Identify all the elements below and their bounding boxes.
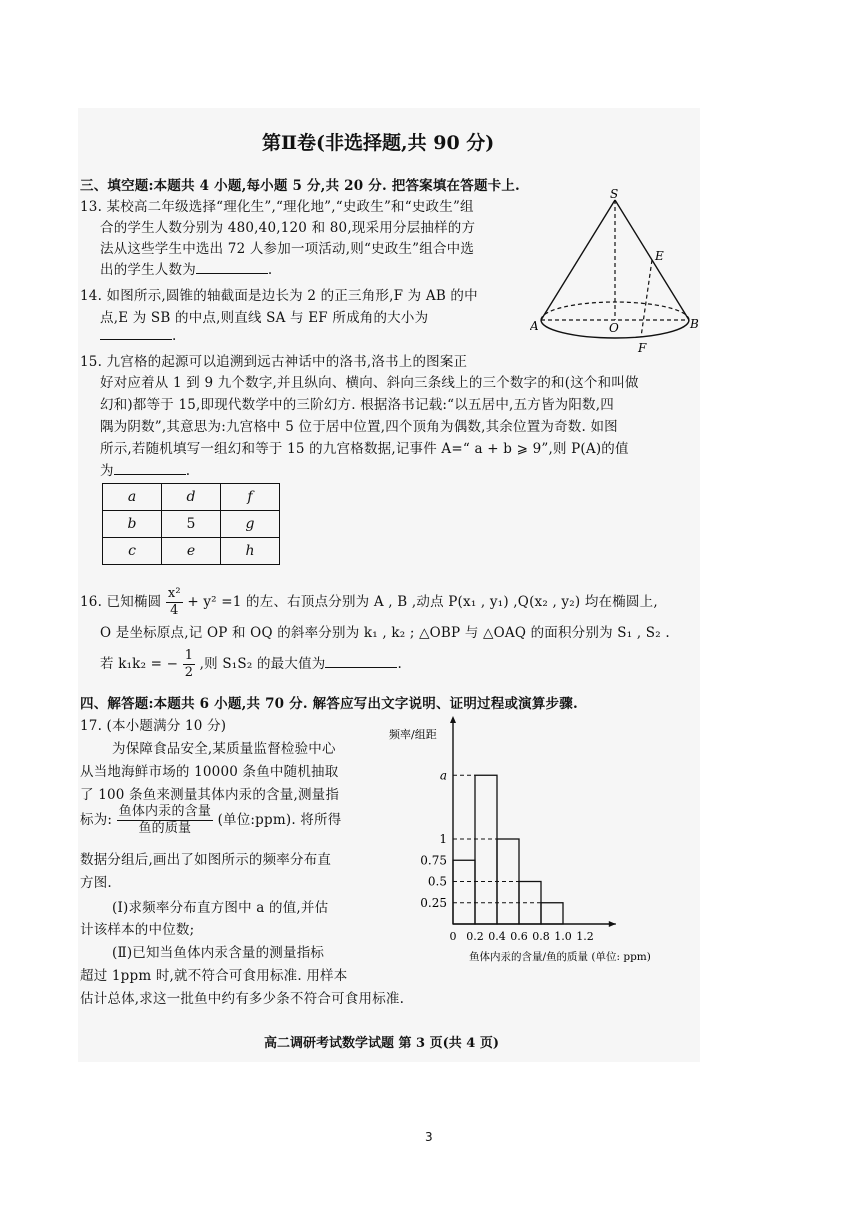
q13-line-2: 合的学生人数分别为 480,40,120 和 80,现采用分层抽样的方 [100,220,476,236]
y-tick-label: 0.5 [427,874,447,889]
answer-blank [114,462,186,475]
y-axis-label: 频率/组距 [389,728,437,741]
q17-line-4: 标为: $\frac{\text{鱼体内汞的含量}}{\text{鱼的质量}}$ (单位:ppm). 将所得 [80,804,342,836]
label-F: F [638,341,647,355]
fill-in-header: 三、填空题:本题共 4 小题,每小题 5 分,共 20 分. 把答案填在答题卡上. [80,178,520,194]
x-axis-label: 鱼体内汞的含量/鱼的质量 (单位: ppm) [469,951,651,963]
grid-cell: h [221,538,280,565]
q15-line-3: 幻和)都等于 15,即现代数学中的三阶幻方. 根据洛书记载:“以五居中,五方皆为阳数,四 [100,397,614,413]
q17-line-1: 为保障食品安全,某质量监督检验中心 [112,741,336,757]
q17-line-10: 超过 1ppm 时,就不符合可食用标准. 用样本 [80,968,348,984]
grid-cell: b [103,511,162,538]
x-tick-label: 0.8 [532,930,550,943]
x-tick-label: 0.6 [510,930,528,943]
x-tick-label: 0 [449,930,457,943]
grid-cell: a [103,484,162,511]
grid-cell: e [162,538,221,565]
grid-cell: d [162,484,221,511]
grid-cell: f [221,484,280,511]
grid-row [103,538,280,565]
q17-line-11: 估计总体,求这一批鱼中约有多少条不符合可食用标准. [80,991,405,1007]
q17-line-7: (Ⅰ)求频率分布直方图中 a 的值,并估 [112,900,329,916]
label-O: O [609,321,619,335]
y-tick-label: a [439,768,447,783]
q13-line-4: 出的学生人数为 . [100,262,273,278]
q15-line-6: 为 . [100,463,191,479]
q17-line-2: 从当地海鲜市场的 10000 条鱼中随机抽取 [80,764,339,780]
q14-line-2: 点,E 为 SB 的中点,则直线 SA 与 EF 所成角的大小为 [100,310,429,326]
grid-cell: g [221,511,280,538]
label-E: E [655,249,664,263]
histogram-bar [453,860,475,924]
y-tick-label: 1 [439,832,447,846]
q15-line-1: 15. 九宫格的起源可以追溯到远古神话中的洛书,洛书上的图案正 [80,354,468,370]
y-tick-label: 0.75 [420,853,447,868]
histogram-bar [541,903,563,924]
q16-line-1: 16. 已知椭圆 $\frac{\text{x²}}{4}$ + y² =1 的左、右顶点分别为 A , B ,动点 P(x₁ , y₁) ,Q(x₂ , y₂) 均在椭圆上, [80,586,658,618]
q17-line-3: 了 100 条鱼来测量其体内汞的含量,测量指 [80,787,340,803]
segment-EF [641,260,652,337]
q14-line-3: . [100,327,177,344]
answer-blank [100,327,172,340]
cone-figure [530,186,700,356]
grid-cell-center: 5 [162,511,221,538]
grid-row [103,511,280,538]
q17-line-5: 数据分组后,画出了如图所示的频率分布直 [80,852,332,868]
grid-row [103,484,280,511]
answer-blank [196,261,268,274]
q15-line-4: 隅为阴数”,其意思为:九宫格中 5 位于居中位置,四个顶角为偶数,其余位置为奇数. 如图 [100,419,618,435]
magic-square-grid [102,483,280,565]
page-footer: 高二调研考试数学试题 第 3 页(共 4 页) [264,1036,500,1051]
x-tick-label: 0.4 [488,930,506,943]
fraction-mercury-ratio: $\frac{\text{鱼体内汞的含量}}{\text{鱼的质量}}$ [118,804,212,836]
q17-line-6: 方图. [80,875,112,891]
q13-line-3: 法从这些学生中选出 72 人参加一项活动,则“史政生”组合中选 [100,241,475,257]
q17-line-9: (Ⅱ)已知当鱼体内汞含量的测量指标 [112,945,325,961]
x-axis-arrow [609,921,616,927]
q16-line-2: O 是坐标原点,记 OP 和 OQ 的斜率分别为 k₁ , k₂ ; △OBP 与 △OAQ 的面积分别为 S₁ , S₂ . [100,625,670,641]
y-tick-label: 0.25 [420,895,447,910]
x-tick-label: 1.2 [576,930,594,943]
x-tick-label: 1.0 [554,930,572,943]
page-number: 3 [425,1130,433,1144]
solve-header: 四、解答题:本题共 6 小题,共 70 分. 解答应写出文字说明、证明过程或演算步骤. [80,696,578,712]
label-B: B [690,317,699,331]
q17-line-8: 计该样本的中位数; [80,922,195,938]
histogram-bar [497,839,519,924]
q16-line-3: 若 k₁k₂ = − $\frac{1}{2}$ ,则 S₁S₂ 的最大值为 . [100,648,402,680]
q13-line-1: 13. 某校高二年级选择“理化生”,“理化地”,“史政生”和“史政生”组 [80,199,474,215]
label-S: S [610,187,619,201]
q15-line-5: 所示,若随机填写一组幻和等于 15 的九宫格数据,记事件 A=“ a + b ⩾ 9”,则 P(A)的值 [100,441,629,457]
y-axis-arrow [450,716,456,723]
histogram-bar [475,775,497,924]
fraction-1-over-2: $\frac{1}{2}$ [184,648,194,680]
q17-head: 17. (本小题满分 10 分) [80,718,227,734]
answer-blank [325,655,397,668]
q14-line-1: 14. 如图所示,圆锥的轴截面是边长为 2 的正三角形,F 为 AB 的中 [80,288,478,304]
grid-cell: c [103,538,162,565]
label-A: A [530,319,539,333]
section-title: 第Ⅱ卷(非选择题,共 90 分) [262,132,495,154]
q15-line-2: 好对应着从 1 到 9 九个数字,并且纵向、横向、斜向三条线上的三个数字的和(这个和叫做 [100,375,639,391]
fraction-x2-over-4: $\frac{\text{x²}}{4}$ [167,586,181,618]
frequency-histogram [385,712,695,972]
x-tick-label: 0.2 [466,930,484,943]
